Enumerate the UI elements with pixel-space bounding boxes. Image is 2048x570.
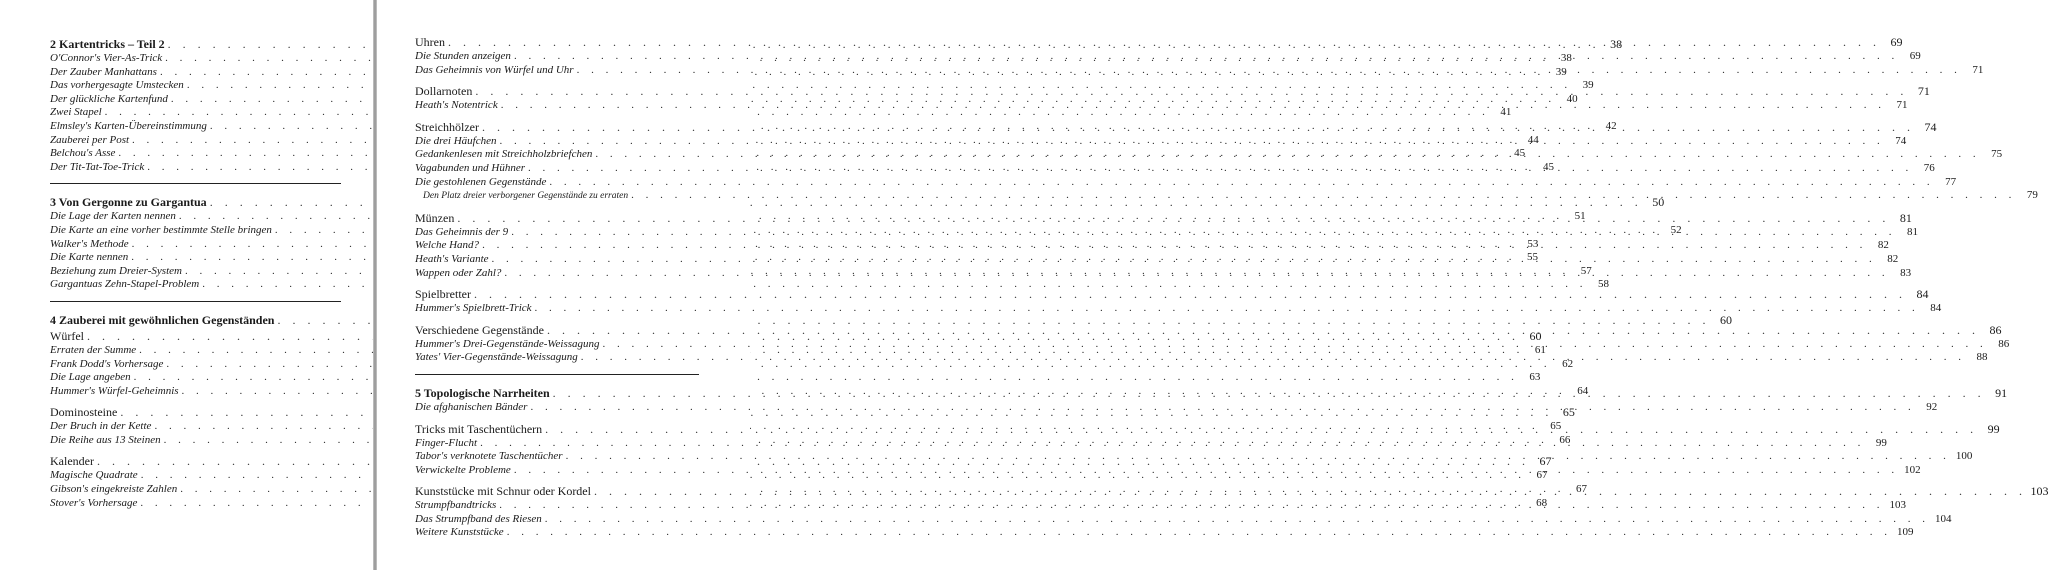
page-number: 100	[1955, 450, 1973, 463]
entry-title: Die Reihe aus 13 Steinen	[50, 433, 161, 446]
entry-title: Elmsley's Karten-Übereinstimmung	[50, 119, 207, 132]
entry-title: Dollarnoten	[415, 84, 473, 99]
entry-title: 2 Kartentricks – Teil 2	[50, 37, 165, 51]
entry-title: Das Strumpfband des Riesen	[415, 512, 542, 525]
page-number: 71	[1972, 63, 1984, 76]
entry-title: Münzen	[415, 210, 455, 225]
page-number: 39	[1555, 65, 1567, 78]
dot-leader	[482, 239, 1867, 253]
page-number: 88	[1976, 351, 1988, 364]
dot-leader	[528, 162, 1913, 176]
page-number: 60	[1719, 312, 1732, 327]
entry-title: Streichhölzer	[415, 119, 479, 134]
page-number: 77	[1945, 175, 1957, 188]
page-number: 55	[1526, 251, 1538, 264]
dot-leader	[514, 464, 1899, 478]
entry-title: Die gestohlenen Gegenstände	[415, 175, 547, 188]
entry-title: Gargantuas Zehn-Stapel-Problem	[50, 278, 200, 291]
entry-title: Welche Hand?	[415, 239, 480, 252]
page-number: 61	[1534, 343, 1546, 356]
entry-title: Kalender	[50, 454, 94, 469]
page-number: 99	[1987, 421, 2000, 436]
page-number: 79	[2026, 189, 2038, 202]
entry-title: Würfel	[50, 328, 84, 343]
entry-title: Gibson's eingekreiste Zahlen	[50, 483, 178, 496]
chapter-entry[interactable]	[50, 312, 1732, 328]
entry-title: Das Geheimnis von Würfel und Uhr	[415, 63, 574, 76]
entry-title: Der Bruch in der Kette	[50, 420, 152, 433]
page-number: 82	[1887, 252, 1899, 265]
page-number: 38	[1560, 52, 1572, 64]
dot-leader	[501, 99, 1886, 113]
page-number: 67	[1536, 469, 1548, 482]
entry-title: Yates' Vier-Gegenstände-Weissagung	[415, 351, 578, 364]
page-number: 68	[1536, 496, 1548, 509]
page-number: 67	[1539, 454, 1552, 469]
entry-title: Vagabunden und Hühner	[415, 161, 525, 174]
entry-title: Heath's Notentrick	[415, 99, 498, 112]
entry-title: Uhren	[415, 35, 445, 49]
entry-title: O'Connor's Vier-As-Trick	[50, 52, 163, 64]
entry-title: Finger-Flucht	[415, 436, 478, 449]
entry-title: Zauberei per Post	[50, 133, 130, 146]
dot-leader	[553, 385, 1986, 401]
entry-title: Die Karte an eine vorher bestimmte Stelle bringen	[50, 223, 272, 236]
dot-leader	[594, 483, 2027, 499]
page-number: 66	[1559, 433, 1571, 446]
dot-leader	[511, 223, 1896, 240]
page-number: 81	[1906, 225, 1918, 238]
entry-title: Die Lage angeben	[50, 371, 131, 384]
toc-entry[interactable]	[50, 278, 1609, 292]
page-number: 69	[1890, 35, 1903, 49]
entry-title: Erraten der Summe	[50, 343, 137, 356]
entry-title: Spielbretter	[415, 287, 471, 302]
entry-title: Zwei Stapel	[50, 106, 102, 119]
page-number: 86	[1998, 337, 2010, 350]
page-number: 58	[1597, 278, 1609, 291]
page-number: 103	[1889, 499, 1907, 512]
page-number: 45	[1514, 147, 1526, 160]
entry-title: Der Zauber Manhattans	[50, 65, 157, 78]
entry-title: Hummer's Würfel-Geheimnis	[50, 384, 179, 397]
page-number: 64	[1577, 384, 1589, 397]
entry-title: Beziehung zum Dreier-System	[50, 264, 182, 277]
page-number: 45	[1543, 160, 1554, 173]
entry-title: Verschiedene Gegenstände	[415, 322, 544, 337]
entry-title: Der glückliche Kartenfund	[50, 92, 168, 105]
page-number: 104	[1935, 512, 1952, 525]
page-number: 109	[1896, 526, 1914, 539]
page-number: 74	[1924, 119, 1937, 134]
dot-leader	[492, 253, 1877, 267]
page-number: 51	[1574, 210, 1586, 223]
page-number: 75	[1991, 148, 2003, 161]
entry-title: Kunststücke mit Schnur oder Kordel	[415, 484, 591, 499]
dot-leader	[535, 302, 1920, 316]
entry-title: Tabor's verknotete Taschentücher	[415, 450, 563, 463]
dot-leader	[549, 176, 1934, 190]
page-number: 52	[1670, 223, 1682, 236]
page-number: 102	[1904, 463, 1921, 476]
entry-title: Belchou's Asse	[50, 147, 116, 160]
entry-title: Heath's Variante	[415, 252, 489, 265]
dot-leader	[499, 135, 1884, 149]
dot-leader	[457, 210, 1890, 226]
section-divider	[415, 374, 699, 375]
entry-title: Der Tit-Tat-Toe-Trick	[50, 160, 145, 173]
toc-entry[interactable]	[415, 175, 1957, 190]
page-number: 38	[1610, 37, 1623, 51]
dot-leader	[474, 286, 1907, 302]
page-number: 71	[1896, 99, 1908, 112]
page-number: 71	[1917, 84, 1930, 99]
page-number: 50	[1652, 195, 1665, 210]
entry-title: Hummer's Spielbrett-Trick	[415, 302, 532, 315]
page-number: 62	[1562, 357, 1574, 370]
page-number: 69	[1909, 50, 1921, 62]
page-number: 57	[1580, 264, 1592, 277]
page-number: 81	[1899, 210, 1912, 225]
page-number: 84	[1916, 287, 1929, 302]
page-number: 83	[1900, 266, 1912, 279]
page-number: 39	[1582, 79, 1594, 92]
entry-title: Frank Dodd's Vorhersage	[50, 357, 164, 370]
dot-leader	[547, 322, 1980, 338]
dot-leader	[566, 450, 1951, 464]
toc-entry[interactable]	[50, 371, 1541, 385]
entry-title: Wappen oder Zahl?	[415, 266, 502, 279]
entry-title: Verwickelte Probleme	[415, 463, 511, 476]
page-number: 60	[1529, 328, 1542, 343]
entry-title: Die afghanischen Bänder	[415, 400, 528, 413]
dot-leader	[603, 338, 1988, 352]
dot-leader	[499, 496, 1884, 513]
toc-entry[interactable]	[415, 526, 1914, 540]
dot-leader	[504, 264, 1889, 281]
entry-title: 3 Von Gergonne zu Gargantua	[50, 195, 207, 210]
entry-title: Die Karte nennen	[50, 251, 129, 264]
entry-title: Das vorhergesagte Umstecken	[50, 79, 184, 92]
dot-leader	[480, 437, 1865, 451]
page-number: 53	[1527, 237, 1539, 250]
entry-title: Hummer's Drei-Gegenstände-Weissagung	[415, 337, 600, 350]
page-number: 67	[1575, 483, 1587, 496]
entry-title: Weitere Kunststücke	[415, 526, 504, 539]
page-number: 82	[1877, 239, 1889, 252]
section-divider	[50, 183, 341, 184]
dot-leader	[581, 351, 1966, 365]
dot-leader	[507, 526, 1892, 540]
toc-entry[interactable]	[415, 302, 1942, 316]
page-number: 63	[1529, 371, 1541, 384]
entry-title: Tricks mit Taschentüchern	[415, 421, 543, 436]
dot-leader	[514, 50, 1899, 64]
page-number: 40	[1566, 92, 1578, 105]
dot-leader	[631, 189, 2016, 203]
dot-leader	[482, 119, 1915, 135]
section-divider	[50, 301, 341, 302]
page-number: 99	[1875, 436, 1887, 449]
dot-leader	[595, 148, 1980, 162]
page-number: 65	[1550, 420, 1562, 433]
page-number: 65	[1562, 405, 1575, 420]
page-number: 42	[1605, 119, 1617, 132]
page-number: 92	[1926, 400, 1938, 413]
page-number: 74	[1895, 134, 1907, 147]
page-number: 91	[1995, 385, 2008, 400]
entry-title: Stover's Vorhersage	[50, 496, 138, 509]
dot-leader	[577, 64, 1962, 78]
page-number: 86	[1989, 322, 2002, 337]
dot-leader	[530, 401, 1915, 415]
dot-leader	[134, 371, 1519, 385]
entry-title: Die Stunden anzeigen	[415, 50, 511, 62]
entry-title: Walker's Methode	[50, 237, 129, 250]
section-heading-entry[interactable]	[415, 286, 1929, 302]
entry-title: 5 Topologische Narrheiten	[415, 385, 550, 400]
page-number: 41	[1500, 106, 1512, 119]
page-number: 44	[1527, 133, 1539, 146]
entry-title: Magische Quadrate	[50, 469, 138, 482]
entry-title: 4 Zauberei mit gewöhnlichen Gegenständen	[50, 312, 275, 327]
entry-title: Die Lage der Karten nennen	[50, 210, 176, 223]
entry-title: Strumpfbandtricks	[415, 499, 497, 512]
page-number: 103	[2030, 484, 2048, 499]
page-number: 84	[1930, 302, 1942, 315]
entry-title: Den Platz dreier verborgener Gegenstände zu erraten	[423, 191, 629, 202]
dot-leader	[545, 421, 1978, 437]
page-number: 76	[1923, 161, 1935, 174]
dot-leader	[545, 513, 1930, 527]
dot-leader	[475, 83, 1908, 99]
entry-title: Dominosteine	[50, 405, 118, 420]
dot-leader	[448, 34, 1881, 50]
entry-title: Das Geheimnis der 9	[415, 225, 509, 238]
entry-title: Gedankenlesen mit Streichholzbriefchen	[415, 148, 593, 161]
toc-entry[interactable]	[415, 512, 1952, 527]
toc-entry[interactable]	[50, 106, 1512, 120]
entry-title: Die drei Häufchen	[415, 134, 497, 147]
